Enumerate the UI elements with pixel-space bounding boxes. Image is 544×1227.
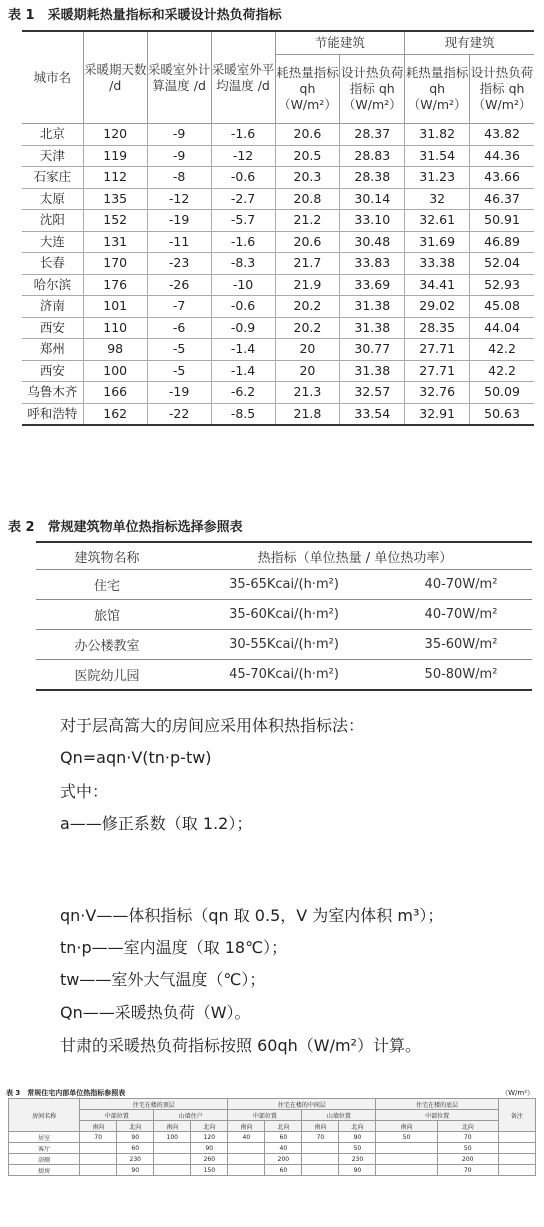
table-row (36, 630, 532, 660)
table-cell: 长春 (22, 253, 83, 275)
table-cell (80, 1165, 117, 1176)
table-cell: 济南 (22, 296, 83, 318)
table-cell: 旅馆 (36, 600, 178, 630)
table-cell: 112 (83, 167, 147, 189)
table-cell: 50.91 (470, 210, 534, 232)
table-cell: 31.82 (405, 124, 470, 146)
table-cell: 30.77 (340, 339, 405, 361)
table-cell: 40-70W/m² (390, 600, 532, 630)
t3-mid-4: 山墙位置 (302, 1110, 376, 1121)
table-cell: 98 (83, 339, 147, 361)
table-cell (498, 1165, 535, 1176)
formula-line: Qn=aqn·V(tn·p-tw) (60, 748, 212, 767)
table-cell: -23 (147, 253, 211, 275)
table-cell: -1.4 (211, 339, 275, 361)
table-cell: -5 (147, 360, 211, 382)
table-row (22, 231, 534, 253)
table-cell: 32.91 (405, 403, 470, 425)
table-cell: 40 (265, 1143, 302, 1154)
table-cell: -26 (147, 274, 211, 296)
table-cell: 40-70W/m² (390, 570, 532, 600)
table-cell: 西安 (22, 317, 83, 339)
table-cell: -8.5 (211, 403, 275, 425)
table-cell: 天津 (22, 145, 83, 167)
table-cell: 44.04 (470, 317, 534, 339)
table-cell: 21.7 (275, 253, 340, 275)
col-group-energy-saving: 节能建筑 (275, 31, 405, 55)
table-row (9, 1154, 536, 1165)
table-cell: 20.2 (275, 317, 340, 339)
table-cell: 230 (117, 1154, 154, 1165)
table-cell: -5 (147, 339, 211, 361)
col-heat-index: 热指标（单位热量 / 单位热功率） (178, 542, 532, 570)
table-cell: 21.3 (275, 382, 340, 404)
table-cell: 60 (265, 1165, 302, 1176)
table-cell: 35-65Kcai/(h·m²) (178, 570, 390, 600)
table-cell: -11 (147, 231, 211, 253)
table-cell: 50-80W/m² (390, 660, 532, 691)
col-ex-heat-index: 耗热量指标 qh（W/m²） (405, 55, 470, 124)
table-cell: 20.3 (275, 167, 340, 189)
t3-mid-3: 中部位置 (228, 1110, 302, 1121)
table-cell (498, 1154, 535, 1165)
table-cell: -2.7 (211, 188, 275, 210)
t3-col-middle-floor: 住宅在楼的中间层 (228, 1099, 376, 1110)
table-cell: 27.71 (405, 360, 470, 382)
table-cell: 32 (405, 188, 470, 210)
table-row (22, 210, 534, 232)
table-cell: -9 (147, 124, 211, 146)
table-cell (154, 1143, 191, 1154)
t3-direction: 南向 (228, 1121, 265, 1132)
table-cell: -8 (147, 167, 211, 189)
table-cell: 162 (83, 403, 147, 425)
table-cell: 呼和浩特 (22, 403, 83, 425)
table-cell: -19 (147, 382, 211, 404)
table-cell: 50 (376, 1132, 437, 1143)
table-cell: 100 (154, 1132, 191, 1143)
col-outdoor-avg-temp: 采暖室外平均温度 /d (211, 31, 275, 124)
table-cell: 30-55Kcai/(h·m²) (178, 630, 390, 660)
table-cell: 200 (437, 1154, 498, 1165)
table-cell: -8.3 (211, 253, 275, 275)
unit-heat-index-table (36, 541, 532, 691)
t3-direction: 北向 (265, 1121, 302, 1132)
table-cell: 52.04 (470, 253, 534, 275)
table-cell: -0.9 (211, 317, 275, 339)
t3-direction: 北向 (339, 1121, 376, 1132)
table-cell: -1.6 (211, 124, 275, 146)
table-cell: 46.37 (470, 188, 534, 210)
table-cell: 35-60Kcai/(h·m²) (178, 600, 390, 630)
t3-direction: 南向 (376, 1121, 437, 1132)
table-cell: 110 (83, 317, 147, 339)
table-row (22, 253, 534, 275)
table-cell (498, 1132, 535, 1143)
table-cell: 乌鲁木齐 (22, 382, 83, 404)
table-cell: 28.37 (340, 124, 405, 146)
table-cell: 医院幼儿园 (36, 660, 178, 691)
table-cell: 20.2 (275, 296, 340, 318)
t3-mid-2: 山墙住户 (154, 1110, 228, 1121)
table-row (22, 124, 534, 146)
table-cell: 20.8 (275, 188, 340, 210)
table-cell: 60 (265, 1132, 302, 1143)
table-cell: -0.6 (211, 167, 275, 189)
table-cell: 31.23 (405, 167, 470, 189)
table-row (36, 600, 532, 630)
table-cell: -12 (211, 145, 275, 167)
table-cell: 45.08 (470, 296, 534, 318)
table-row (9, 1143, 536, 1154)
heating-index-table (22, 30, 534, 426)
table-cell: 太原 (22, 188, 83, 210)
table-cell: -6 (147, 317, 211, 339)
table-cell: 135 (83, 188, 147, 210)
table-cell: 50 (437, 1143, 498, 1154)
table-cell: 办公楼教室 (36, 630, 178, 660)
table-cell: -0.6 (211, 296, 275, 318)
table-cell: 60 (117, 1143, 154, 1154)
table-cell: -6.2 (211, 382, 275, 404)
table-row (22, 403, 534, 425)
table-cell: 35-60W/m² (390, 630, 532, 660)
table-cell (376, 1165, 437, 1176)
table-cell: 52.93 (470, 274, 534, 296)
table-cell: 20.6 (275, 124, 340, 146)
table-cell: 33.54 (340, 403, 405, 425)
table-cell: 150 (191, 1165, 228, 1176)
t3-direction: 南向 (302, 1121, 339, 1132)
table-cell: -12 (147, 188, 211, 210)
t3-col-top-floor: 住宅在楼的顶层 (80, 1099, 228, 1110)
table-cell (154, 1154, 191, 1165)
table-cell: 33.10 (340, 210, 405, 232)
table-cell: 230 (339, 1154, 376, 1165)
t3-col-note: 备注 (498, 1099, 535, 1132)
table-cell: 50.09 (470, 382, 534, 404)
table-cell (376, 1154, 437, 1165)
table-cell: 哈尔滨 (22, 274, 83, 296)
text-line-3: 式中： (60, 782, 109, 801)
table-cell: 176 (83, 274, 147, 296)
table-cell (498, 1143, 535, 1154)
table-cell (302, 1154, 339, 1165)
table-cell: 131 (83, 231, 147, 253)
table-cell: 厨房 (9, 1165, 80, 1176)
table-cell: 20 (275, 360, 340, 382)
table-cell: 20.5 (275, 145, 340, 167)
col-es-design-load: 设计热负荷指标 qh（W/m²） (340, 55, 405, 124)
table-cell: 50 (339, 1143, 376, 1154)
table-cell: 34.41 (405, 274, 470, 296)
table-cell: 大连 (22, 231, 83, 253)
table1-title: 表 1 采暖期耗热量指标和采暖设计热负荷指标 (8, 8, 282, 23)
table-cell (228, 1143, 265, 1154)
table-cell (228, 1154, 265, 1165)
table-cell: 北京 (22, 124, 83, 146)
table-cell: 28.35 (405, 317, 470, 339)
table-cell: 32.76 (405, 382, 470, 404)
col-building-name: 建筑物名称 (36, 542, 178, 570)
table-cell: 70 (302, 1132, 339, 1143)
table-cell (228, 1165, 265, 1176)
table-cell: -7 (147, 296, 211, 318)
table-cell: 152 (83, 210, 147, 232)
table-cell: 260 (191, 1154, 228, 1165)
table-cell: 70 (437, 1165, 498, 1176)
table-cell: -10 (211, 274, 275, 296)
table-cell: 43.66 (470, 167, 534, 189)
table-row (9, 1132, 536, 1143)
table-cell: 45-70Kcai/(h·m²) (178, 660, 390, 691)
table-cell (80, 1143, 117, 1154)
table-cell: 27.71 (405, 339, 470, 361)
col-heating-days: 采暖期天数 /d (83, 31, 147, 124)
table-cell: 43.82 (470, 124, 534, 146)
col-es-heat-index: 耗热量指标 qh（W/m²） (275, 55, 340, 124)
table-cell: 70 (437, 1132, 498, 1143)
table-cell: 浴厕 (9, 1154, 80, 1165)
table-cell: -9 (147, 145, 211, 167)
table-cell: 石家庄 (22, 167, 83, 189)
table-cell: 120 (191, 1132, 228, 1143)
table-cell: 30.48 (340, 231, 405, 253)
table-cell: 32.61 (405, 210, 470, 232)
table-cell: 90 (191, 1143, 228, 1154)
table-cell: 居室 (9, 1132, 80, 1143)
t3-direction: 南向 (80, 1121, 117, 1132)
table-cell: 31.38 (340, 360, 405, 382)
table-cell: 42.2 (470, 360, 534, 382)
table-cell: 32.57 (340, 382, 405, 404)
t3-mid-5: 中部位置 (376, 1110, 498, 1121)
table-row (36, 570, 532, 600)
table-cell: 28.83 (340, 145, 405, 167)
table-row (22, 382, 534, 404)
t3-direction: 北向 (191, 1121, 228, 1132)
table-cell: 28.38 (340, 167, 405, 189)
col-group-existing: 现有建筑 (405, 31, 534, 55)
table-cell: -19 (147, 210, 211, 232)
table-cell: 29.02 (405, 296, 470, 318)
t3-mid-1: 中部位置 (80, 1110, 154, 1121)
table-cell: 40 (228, 1132, 265, 1143)
table-cell: 33.38 (405, 253, 470, 275)
table-cell: -5.7 (211, 210, 275, 232)
table-cell: -1.4 (211, 360, 275, 382)
table-cell: -1.6 (211, 231, 275, 253)
table-row (22, 145, 534, 167)
t3-direction: 北向 (117, 1121, 154, 1132)
table-cell: 200 (265, 1154, 302, 1165)
table-cell: 120 (83, 124, 147, 146)
table-cell: 21.8 (275, 403, 340, 425)
table-cell: 90 (117, 1165, 154, 1176)
table-cell: 21.9 (275, 274, 340, 296)
table-cell: 166 (83, 382, 147, 404)
table-cell: 90 (339, 1165, 376, 1176)
t3-direction: 北向 (437, 1121, 498, 1132)
table-cell: 20.6 (275, 231, 340, 253)
table-cell (302, 1165, 339, 1176)
table-cell: 44.36 (470, 145, 534, 167)
table-row (9, 1165, 536, 1176)
table-cell: 郑州 (22, 339, 83, 361)
text-line-8: Qn——采暖热负荷（W）。 (60, 1003, 251, 1022)
table-row (22, 360, 534, 382)
col-outdoor-calc-temp: 采暖室外计算温度 /d (147, 31, 211, 124)
table-row (22, 167, 534, 189)
table-cell: 沈阳 (22, 210, 83, 232)
table3-unit: （W/m²） (501, 1089, 534, 1097)
table-row (22, 296, 534, 318)
text-line-1: 对于层高篙大的房间应采用体积热指标法： (60, 716, 365, 735)
t3-direction: 南向 (154, 1121, 191, 1132)
table-cell: 101 (83, 296, 147, 318)
text-line-6: tn·p——室内温度（取 18℃）； (60, 938, 288, 957)
table-cell (154, 1165, 191, 1176)
table-cell: 客厅 (9, 1143, 80, 1154)
col-ex-design-load: 设计热负荷指标 qh（W/m²） (470, 55, 534, 124)
table-cell: 50.63 (470, 403, 534, 425)
table3-title: 表 3 常规住宅内部单位热指标参照表 (6, 1089, 126, 1097)
table-cell: 90 (339, 1132, 376, 1143)
table-cell: 住宅 (36, 570, 178, 600)
table-row (36, 660, 532, 691)
table-cell (302, 1143, 339, 1154)
text-line-4: a——修正系数（取 1.2）； (60, 814, 253, 833)
table-row (22, 317, 534, 339)
table-cell: 31.54 (405, 145, 470, 167)
table-cell: 170 (83, 253, 147, 275)
table-cell: 33.83 (340, 253, 405, 275)
table-cell (376, 1143, 437, 1154)
table-cell: 42.2 (470, 339, 534, 361)
table-cell: 30.14 (340, 188, 405, 210)
table-cell: 46.89 (470, 231, 534, 253)
table-cell: 西安 (22, 360, 83, 382)
t3-col-bottom-floor: 住宅在楼的底层 (376, 1099, 498, 1110)
table-cell: -22 (147, 403, 211, 425)
table-cell: 70 (80, 1132, 117, 1143)
t3-col-room: 房间名称 (9, 1099, 80, 1132)
table-cell: 21.2 (275, 210, 340, 232)
table-cell: 20 (275, 339, 340, 361)
table-cell: 90 (117, 1132, 154, 1143)
table-cell: 31.69 (405, 231, 470, 253)
col-city: 城市名 (22, 31, 83, 124)
text-line-9: 甘肃的采暖热负荷指标按照 60qh（W/m²）计算。 (60, 1036, 421, 1055)
table-cell (80, 1154, 117, 1165)
table2-title: 表 2 常规建筑物单位热指标选择参照表 (8, 520, 243, 535)
table-cell: 119 (83, 145, 147, 167)
table-row (22, 274, 534, 296)
residential-heat-index-table (8, 1098, 536, 1176)
table-row (22, 188, 534, 210)
text-line-7: tw——室外大气温度（℃）； (60, 970, 266, 989)
table-cell: 31.38 (340, 317, 405, 339)
text-line-5: qn·V——体积指标（qn 取 0.5，V 为室内体积 m³）； (60, 906, 444, 925)
table-row (22, 339, 534, 361)
table-cell: 31.38 (340, 296, 405, 318)
table-cell: 33.69 (340, 274, 405, 296)
table-cell: 100 (83, 360, 147, 382)
